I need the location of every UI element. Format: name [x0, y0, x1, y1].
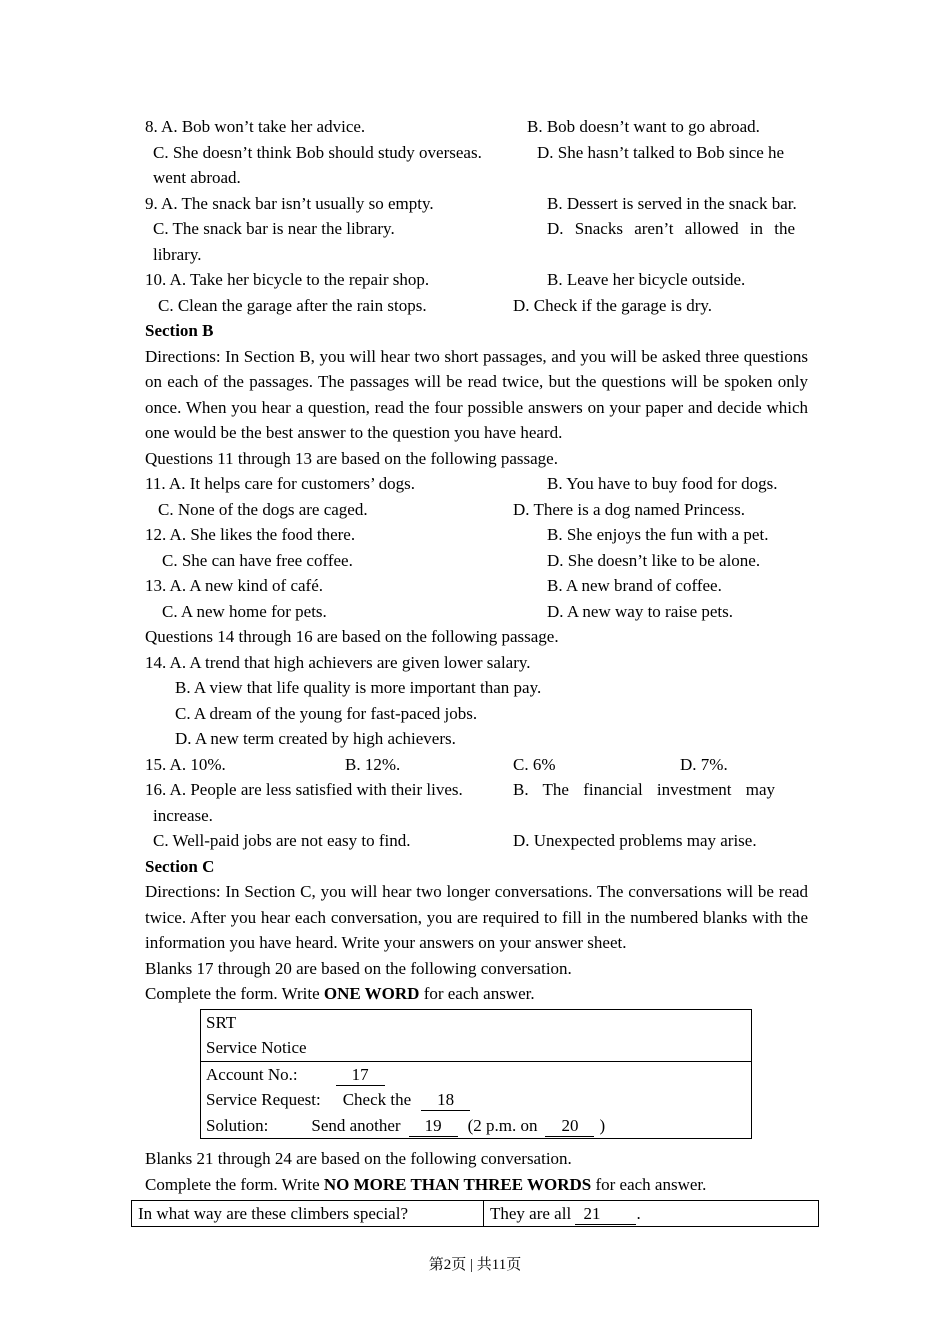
option-9b: B. Dessert is served in the snack bar. [547, 193, 797, 213]
passage-14-16-intro: Questions 14 through 16 are based on the following passage. [145, 627, 559, 646]
page-content [138, 0, 808, 1227]
option-8c: C. She doesn’t think Bob should study overseas. [153, 142, 482, 162]
instruction-1-suffix: for each answer. [419, 984, 535, 1003]
question-10-line-1 [145, 267, 808, 293]
option-16d: D. Unexpected problems may arise. [513, 831, 757, 850]
blank-18: 18 [421, 1090, 470, 1111]
passage-11-13-intro: Questions 11 through 13 are based on the following passage. [145, 448, 558, 468]
option-10a: 10. A. Take her bicycle to the repair shop. [145, 270, 430, 289]
qa-answer [484, 1201, 818, 1226]
service-notice-form [200, 1009, 752, 1140]
section-c-heading: Section C [145, 856, 215, 876]
form-row-service-request [201, 1087, 751, 1113]
question-8-line-1 [145, 114, 808, 140]
blank-21: 21 [575, 1204, 636, 1225]
question-9-line-1 [145, 191, 808, 217]
form-title: SRT [206, 1012, 237, 1032]
question-15-options [145, 752, 808, 778]
qa-question: In what way are these climbers special? [132, 1201, 484, 1226]
option-12b: B. She enjoys the fun with a pet. [547, 525, 769, 544]
blanks-21-24-intro: Blanks 21 through 24 are based on the following conversation. [145, 1149, 572, 1168]
option-12d: D. She doesn’t like to be alone. [547, 550, 761, 570]
option-8b: B. Bob doesn’t want to go abroad. [527, 117, 760, 136]
option-13b: B. A new brand of coffee. [547, 576, 722, 595]
answer-suffix: . [636, 1204, 641, 1223]
blank-17: 17 [336, 1065, 385, 1086]
question-12-line-2 [145, 548, 808, 574]
option-10b: B. Leave her bicycle outside. [547, 270, 746, 289]
blanks-17-20-intro: Blanks 17 through 20 are based on the following conversation. [145, 958, 572, 978]
form-subtitle: Service Notice [206, 1038, 307, 1057]
complete-form-instruction-1 [145, 981, 808, 1007]
solution-text: Send another [311, 1115, 401, 1135]
account-no-label: Account No.: [206, 1064, 298, 1084]
section-c-directions: Directions: In Section C, you will hear two longer conversations. The conversations will be read twice. After you hear each conversation, you are required to fill in the numbered blanks with the information you have heard. Write your answers on your answer sheet. [145, 882, 808, 952]
option-11c: C. None of the dogs are caged. [158, 499, 368, 519]
option-14a: 14. A. A trend that high achievers are given lower salary. [145, 652, 531, 672]
option-13a: 13. A. A new kind of café. [145, 576, 323, 595]
option-10c: C. Clean the garage after the rain stops. [158, 295, 427, 315]
option-15d: D. 7%. [680, 754, 728, 774]
service-request-text: Check the [342, 1090, 412, 1109]
option-8a: 8. A. Bob won’t take her advice. [145, 117, 366, 136]
question-11-line-2 [145, 497, 808, 523]
option-9d: D. Snacks aren’t allowed in the [547, 219, 796, 238]
blank-19: 19 [409, 1116, 458, 1137]
option-12a: 12. A. She likes the food there. [145, 525, 356, 544]
option-16a: 16. A. People are less satisfied with their lives. [145, 780, 463, 799]
option-16b-continuation: increase. [153, 805, 213, 825]
option-8d-continuation: went abroad. [153, 168, 241, 187]
instruction-2-prefix: Complete the form. Write [145, 1174, 324, 1194]
service-request-label: Service Request: [206, 1090, 321, 1109]
instruction-1-prefix: Complete the form. Write [145, 984, 324, 1003]
question-16-line-1 [145, 777, 808, 803]
option-14c: C. A dream of the young for fast-paced jobs. [175, 703, 478, 723]
question-12-line-1 [145, 522, 808, 548]
option-13c: C. A new home for pets. [162, 601, 327, 621]
option-14d: D. A new term created by high achievers. [175, 729, 456, 748]
option-11a: 11. A. It helps care for customers’ dogs. [145, 474, 416, 493]
option-9d-continuation: library. [153, 244, 202, 264]
solution-label: Solution: [206, 1115, 269, 1135]
section-b-heading: Section B [145, 321, 214, 340]
option-8d: D. She hasn’t talked to Bob since he [537, 142, 785, 162]
blank-20: 20 [545, 1116, 594, 1137]
question-10-line-2 [145, 293, 808, 319]
option-15b: B. 12%. [345, 754, 401, 774]
question-13-line-2 [145, 599, 808, 625]
form-row-account [201, 1062, 751, 1088]
option-11d: D. There is a dog named Princess. [513, 499, 745, 519]
solution-close-paren: ) [599, 1115, 606, 1135]
instruction-2-suffix: for each answer. [591, 1174, 707, 1194]
answer-prefix: They are all [490, 1204, 576, 1223]
option-15c: C. 6% [513, 754, 556, 774]
option-9c: C. The snack bar is near the library. [153, 219, 395, 238]
question-16-line-3 [145, 828, 808, 854]
instruction-2-bold: NO MORE THAN THREE WORDS [323, 1174, 592, 1194]
option-13d: D. A new way to raise pets. [547, 601, 734, 621]
option-16c: C. Well-paid jobs are not easy to find. [153, 831, 411, 850]
option-11b: B. You have to buy food for dogs. [547, 474, 778, 493]
question-13-line-1 [145, 573, 808, 599]
option-12c: C. She can have free coffee. [162, 550, 353, 570]
climbers-question-table [131, 1200, 819, 1227]
option-9a: 9. A. The snack bar isn’t usually so empty. [145, 193, 434, 213]
option-14b: B. A view that life quality is more important than pay. [175, 678, 542, 697]
question-9-line-2 [145, 216, 808, 242]
section-b-directions: Directions: In Section B, you will hear two short passages, and you will be asked three questions on each of the passages. The passages will be read twice, but the questions will be spoken only once. When you hear a question, read the four possible answers on your paper and decide which one would be the best answer to the question you have heard. [145, 346, 808, 442]
form-header [201, 1010, 751, 1062]
complete-form-instruction-2 [145, 1172, 808, 1198]
question-11-line-1 [145, 471, 808, 497]
solution-time-text: (2 p.m. on [467, 1115, 538, 1135]
option-15a: 15. A. 10%. [145, 754, 226, 774]
instruction-1-bold: ONE WORD [323, 984, 420, 1003]
option-16b: B. The financial investment may [513, 780, 776, 799]
page-footer: 第2页 | 共11页 [428, 1257, 522, 1273]
form-row-solution [201, 1113, 751, 1139]
option-10d: D. Check if the garage is dry. [513, 295, 713, 315]
question-8-line-2 [145, 140, 808, 166]
